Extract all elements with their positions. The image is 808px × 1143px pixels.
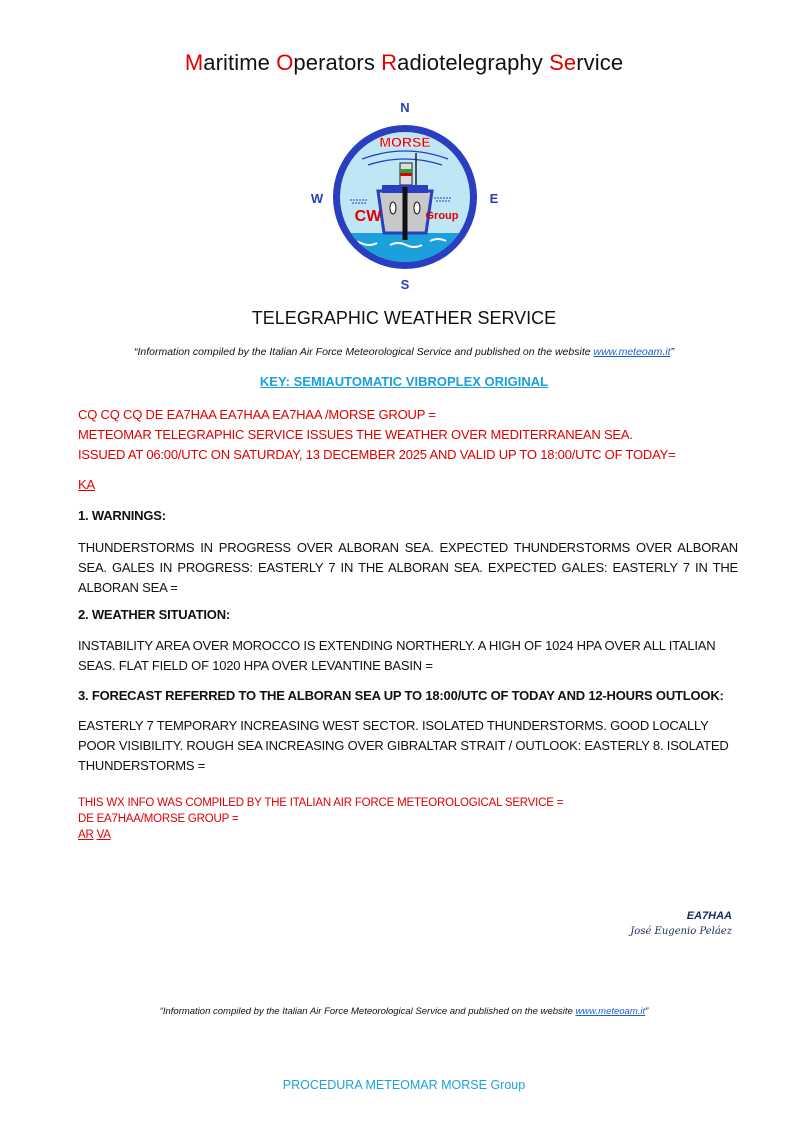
closing-prosigns [78,827,738,843]
signature [630,910,732,937]
signature-name: José Eugenio Peláez [630,926,732,937]
title-part: M [184,50,204,75]
prosign-ar: AR [78,829,94,841]
preamble-line: METEOMAR TELEGRAPHIC SERVICE ISSUES THE WEATHER OVER MEDITERRANEAN SEA. [78,427,633,442]
credit-text: “Information compiled by the Italian Air Force Meteorological Service and published on the website [159,1006,576,1017]
preamble-line: CQ CQ CQ DE EA7HAA EA7HAA EA7HAA /MORSE GROUP = [78,407,436,422]
closing [78,795,738,843]
logo-group-text: Group [425,210,459,222]
title-part: aritime [203,50,277,75]
credit-line-bottom [0,1006,808,1017]
section-heading: TELEGRAPHIC WEATHER SERVICE [251,308,557,328]
credit-line-top [0,346,808,358]
title-part: rvice [576,50,624,75]
compass-n: N [400,100,410,115]
signature-callsign: EA7HAA [686,910,732,922]
closing-line: THIS WX INFO WAS COMPILED BY THE ITALIAN AIR FORCE METEOROLOGICAL SERVICE = [78,797,564,809]
prosign-va: VA [96,829,111,841]
section-forecast-heading: 3. FORECAST REFERRED TO THE ALBORAN SEA UP TO 18:00/UTC OF TODAY AND 12-HOURS OUTLOOK: [78,688,724,703]
logo-cw-text: CW [354,208,382,225]
title-part: perators [293,50,382,75]
closing-line: DE EA7HAA/MORSE GROUP = [78,813,239,825]
section-warnings-body: THUNDERSTORMS IN PROGRESS OVER ALBORAN SEA. EXPECTED THUNDERSTORMS OVER ALBORAN SEA. GALES IN PROGRESS: EASTERLY 7 IN THE ALBORAN SEA. EXPECTED GALES: EASTERLY 7 IN THE ALBORAN SEA = [78,540,738,595]
title-part: adiotelegraphy [397,50,550,75]
logo-morse-text: MORSE [379,134,431,150]
document-title [0,50,808,76]
compass-e: E [489,191,499,206]
compass-s: S [400,277,410,292]
preamble [78,405,738,495]
title-part: O [276,50,294,75]
prosign-ka: KA [78,477,95,492]
section-forecast-body: EASTERLY 7 TEMPORARY INCREASING WEST SECTOR. ISOLATED THUNDERSTORMS. GOOD LOCALLY POOR VISIBILITY. ROUGH SEA INCREASING OVER GIBRALTAR STRAIT / OUTLOOK: EASTERLY 8. ISOLATED THUNDERSTORMS = [78,718,729,773]
credit-close: ” [670,346,675,358]
page-footer: PROCEDURA METEOMAR MORSE Group [282,1078,526,1092]
morse-group-logo [300,95,510,295]
section-situation-heading: 2. WEATHER SITUATION: [78,607,231,622]
title-part: R [381,50,398,75]
meteoam-link[interactable]: www.meteoam.it [593,346,671,358]
section-situation-body: INSTABILITY AREA OVER MOROCCO IS EXTENDING NORTHERLY. A HIGH OF 1024 HPA OVER ALL ITALIAN SEAS. FLAT FIELD OF 1020 HPA OVER LEVANTINE BASIN = [78,638,716,673]
credit-close: ” [645,1006,649,1017]
title-part: Se [549,50,577,75]
key-line: KEY: SEMIAUTOMATIC VIBROPLEX ORIGINAL [259,374,549,389]
meteoam-link[interactable]: www.meteoam.it [575,1006,646,1017]
compass-w: W [310,191,324,206]
preamble-line: ISSUED AT 06:00/UTC ON SATURDAY, 13 DECEMBER 2025 AND VALID UP TO 18:00/UTC OF TODAY= [78,447,676,462]
credit-text: “Information compiled by the Italian Air Force Meteorological Service and published on the website [133,346,594,358]
section-warnings-heading: 1. WARNINGS: [78,508,166,523]
